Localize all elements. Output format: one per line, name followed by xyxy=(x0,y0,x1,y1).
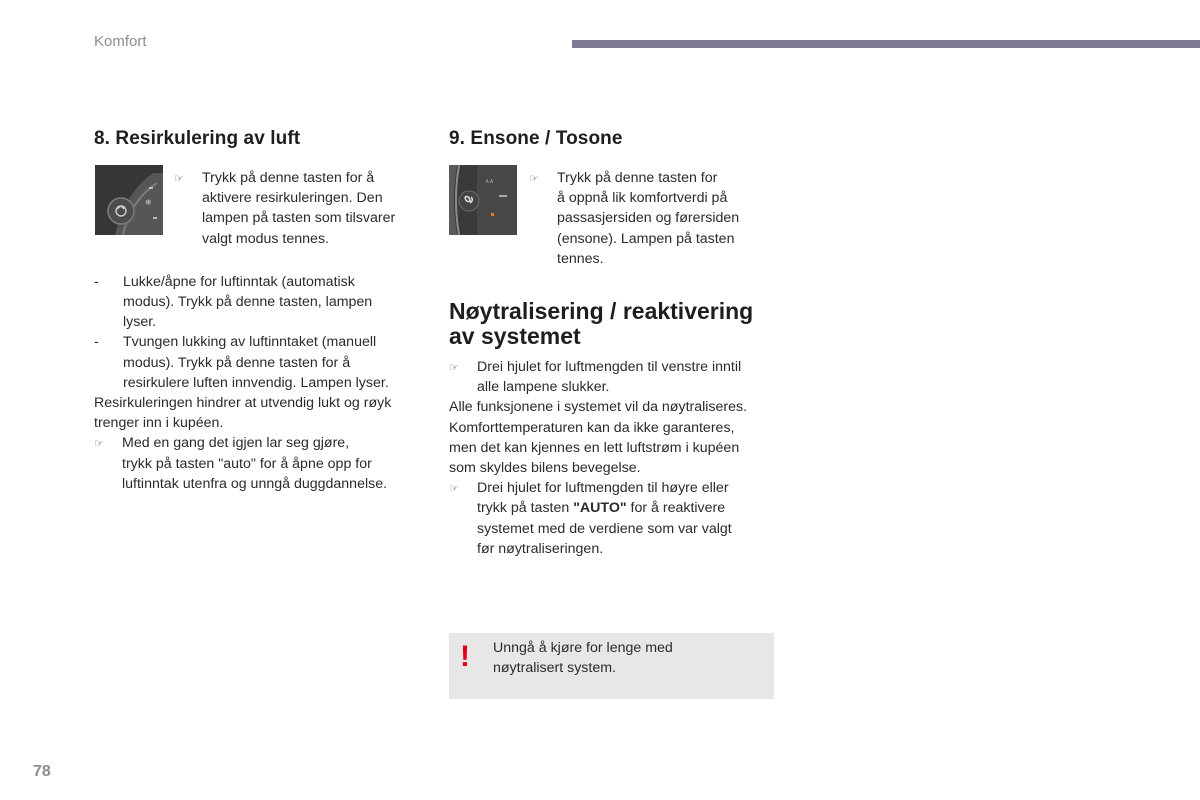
tip-item xyxy=(174,168,424,249)
list-item xyxy=(94,272,424,333)
auto-key-label: "AUTO" xyxy=(573,500,627,517)
intro-block xyxy=(529,168,779,269)
hand-pointer-icon: ☞ xyxy=(449,483,459,496)
heading-recirculation: 8. Resirkulering av luft xyxy=(94,128,301,149)
text-line: valgt modus tennes. xyxy=(202,230,329,247)
text-line: å oppnå lik komfortverdi på xyxy=(557,190,728,207)
warning-box xyxy=(449,633,774,699)
text-line: men det kan kjennes en lett luftstrøm i kupéen xyxy=(449,439,740,456)
text-line: før nøytraliseringen. xyxy=(477,540,604,557)
dash-list xyxy=(94,272,424,393)
text-line: Unngå å kjøre for lenge med xyxy=(493,640,673,656)
text-line: aktivere resirkuleringen. Den xyxy=(202,190,383,207)
list-item xyxy=(94,332,424,393)
text-line: lampen på tasten som tilsvarer xyxy=(202,210,396,227)
text-line: Drei hjulet for luftmengden til venstre inntil xyxy=(477,359,742,376)
hand-pointer-icon: ☞ xyxy=(94,438,104,451)
hand-pointer-icon: ☞ xyxy=(529,173,539,185)
text-line: Trykk på denne tasten for å xyxy=(202,170,375,186)
hand-pointer-icon: ☞ xyxy=(174,173,184,185)
text-line: Komforttemperaturen kan da ikke garanteres, xyxy=(449,419,735,436)
text-line: Drei hjulet for luftmengden til høyre eller xyxy=(477,480,729,497)
tip-item xyxy=(449,478,779,559)
tip-item xyxy=(529,168,779,269)
text-line: Resirkuleringen hindrer at utvendig lukt og røyk xyxy=(94,395,392,412)
tip-item xyxy=(449,357,779,397)
text-line: (ensone). Lampen på tasten xyxy=(557,230,735,247)
warning-exclamation-icon: ! xyxy=(460,640,470,673)
svg-text:❄: ❄ xyxy=(145,198,152,207)
tip-item xyxy=(94,433,424,494)
text-line: som skyldes bilens bevegelse. xyxy=(449,460,641,477)
warning-text xyxy=(493,638,763,678)
page-number: 78 xyxy=(33,763,51,780)
text-line: passasjersiden og førersiden xyxy=(557,210,740,227)
text-line xyxy=(477,498,732,518)
heading-neutralisation xyxy=(449,299,779,349)
text-span: for å reaktivere xyxy=(626,500,726,517)
heading-line: Nøytralisering / reaktivering xyxy=(449,298,754,325)
text-line: Med en gang det igjen lar seg gjøre, xyxy=(122,435,350,452)
paragraph xyxy=(94,393,424,433)
svg-text:∧∧: ∧∧ xyxy=(485,178,494,185)
heading-line: av systemet xyxy=(449,323,581,350)
text-line: lyser. xyxy=(123,314,157,331)
dash-marker: - xyxy=(94,273,99,290)
text-line: luftinntak utenfra og unngå duggdannelse. xyxy=(122,475,388,492)
header-bar xyxy=(572,40,1200,48)
text-line: trykk på tasten "auto" for å åpne opp for xyxy=(122,455,372,472)
text-line: trenger inn i kupéen. xyxy=(94,415,224,432)
intro-block xyxy=(174,168,424,249)
text-line: Tvungen lukking av luftinntaket (manuell xyxy=(123,334,377,351)
heading-zone: 9. Ensone / Tosone xyxy=(449,128,623,149)
section-label: Komfort xyxy=(94,33,147,50)
text-line: alle lampene slukker. xyxy=(477,379,610,396)
text-line: Lukke/åpne for luftinntak (automatisk xyxy=(123,273,355,290)
text-line: modus). Trykk på denne tasten, lampen xyxy=(123,294,373,311)
text-line: nøytralisert system. xyxy=(493,660,616,677)
text-line: Trykk på denne tasten for xyxy=(557,170,718,186)
text-line: Alle funksjonene i systemet vil da nøytraliseres. xyxy=(449,399,748,416)
paragraph xyxy=(449,397,779,478)
text-line: modus). Trykk på denne tasten for å xyxy=(123,354,351,371)
text-line: tennes. xyxy=(557,250,604,267)
hand-pointer-icon: ☞ xyxy=(449,362,459,375)
zone-button-image xyxy=(449,165,517,235)
text-line: systemet med de verdiene som var valgt xyxy=(477,520,732,537)
dash-marker: - xyxy=(94,334,99,351)
text-span: trykk på tasten xyxy=(477,500,574,517)
text-line: resirkulere luften innvendig. Lampen lyser. xyxy=(123,374,389,391)
recirculation-button-image xyxy=(95,165,163,235)
